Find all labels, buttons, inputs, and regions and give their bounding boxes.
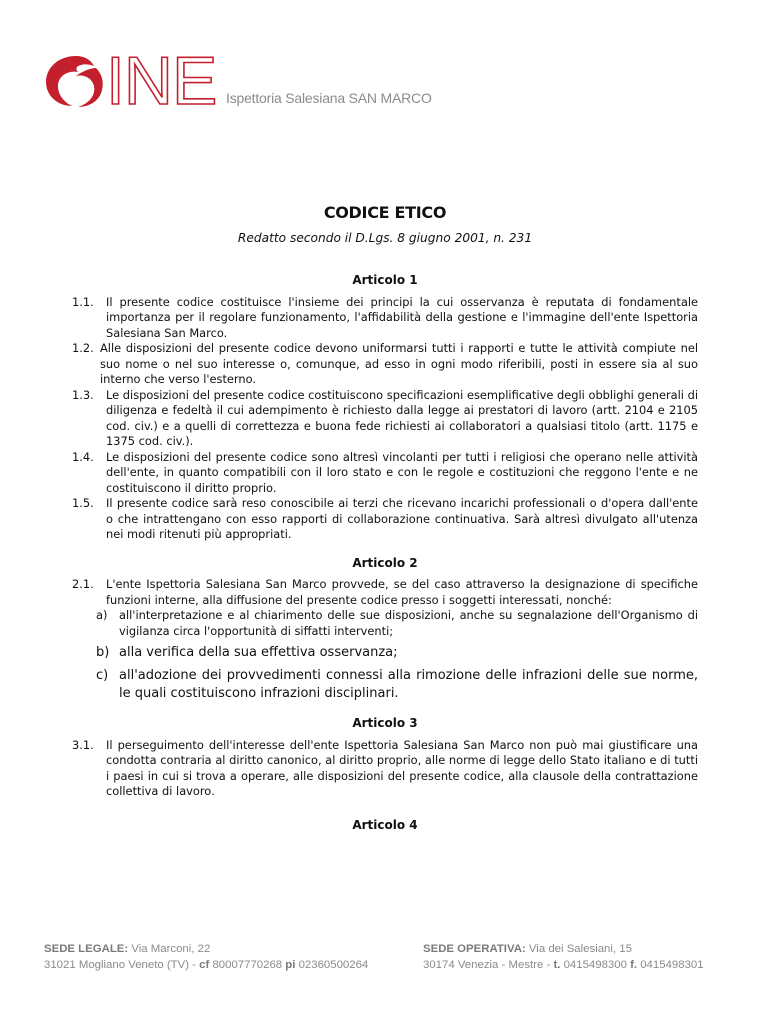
article-heading: Articolo 4 xyxy=(352,817,418,832)
clause-text: Alle disposizioni del presente codice devono uniformarsi tutti i rapporti e tutte le attività compiute nel suo nome o nel suo interesse o, comunque, ad esso in ogni modo riferibili, posti in essere sia al suo interno che verso l'esterno. xyxy=(100,341,698,386)
t-label: t. xyxy=(553,959,561,971)
article-heading: Articolo 1 xyxy=(352,273,418,287)
document-body xyxy=(72,205,698,839)
pi-label: pi xyxy=(285,959,296,971)
op-city: 30174 Venezia - Mestre - xyxy=(423,959,554,971)
list-item xyxy=(96,667,698,703)
legal-label: SEDE LEGALE: xyxy=(44,943,129,955)
clause-number: 1.5. xyxy=(72,496,94,510)
clause xyxy=(72,577,698,608)
article-heading: Articolo 3 xyxy=(352,716,418,730)
footer-operative-address xyxy=(423,941,704,973)
op-address: Via dei Salesiani, 15 xyxy=(525,943,632,955)
list-item-marker: b) xyxy=(96,645,110,660)
clause xyxy=(72,450,698,497)
clause-text: Le disposizioni del presente codice costituiscono specificazioni esemplificative degli obblighi generali di diligenza e fedeltà il cui adempimento è richiesto dalla legge ai prestatori di lavoro (artt. 2104 e 2105 cod. civ.) e a quelli di correttezza e buona fede richiesti ai collaboratori a qualsiasi titolo (artt. 1175 e 1375 cod. civ.). xyxy=(106,387,698,448)
clause xyxy=(72,388,698,450)
list-item-text: alla verifica della sua effettiva osservanza; xyxy=(119,645,398,660)
cf-value: 80007770268 xyxy=(209,959,286,971)
clause xyxy=(72,295,698,342)
clause-text: Il presente codice sarà reso conoscibile ai terzi che ricevano incarichi professionali o d'opera dall'ente o che intrattengano con esso rapporti di collaborazione continuativa. Sarà altresì divulgato all'utenza nei modi ritenuti più appropriati. xyxy=(106,496,698,541)
brand-text: Ispettoria Salesiana SAN MARCO xyxy=(226,90,432,106)
clause-text: Il perseguimento dell'interesse dell'ente Ispettoria Salesiana San Marco non può mai giustificare una condotta contraria al diritto canonico, al diritto proprio, alle norme di legge dello Stato italiano e di tutti i paesi in cui si trova a operare, alle disposizioni del presente codice, alla clausole della contrattazione collettiva di lavoro. xyxy=(106,737,698,798)
letterhead xyxy=(44,50,464,110)
swoosh-emblem-icon xyxy=(46,56,103,107)
document-title: CODICE ETICO xyxy=(323,203,447,222)
f-value: 0415498301 xyxy=(637,959,704,971)
clause-text: Le disposizioni del presente codice sono altresì vincolanti per tutti i religiosi che operano nelle attività dell'ente, in quanto compatibili con il loro stato e con le regole e costituzioni che reggono l'ente e ne costituiscono il diritto proprio. xyxy=(106,449,698,495)
list-item-marker: a) xyxy=(96,608,108,622)
footer-legal-address xyxy=(44,941,368,973)
clause xyxy=(72,496,698,543)
list-item xyxy=(96,644,698,662)
f-label: f. xyxy=(630,959,638,971)
article-2 xyxy=(72,577,698,703)
clause-number: 3.1. xyxy=(72,737,94,752)
clause-number: 1.3. xyxy=(72,387,94,402)
article-3 xyxy=(72,738,698,800)
ine-logo xyxy=(44,50,224,110)
logo-letters: INE xyxy=(106,50,217,110)
list-item-text: all'adozione dei provvedimenti connessi alla rimozione delle infrazioni delle sue norme, le quali costituiscono infrazioni disciplinari. xyxy=(119,668,698,701)
clause-number: 1.2. xyxy=(72,341,94,355)
cf-label: cf xyxy=(199,959,210,971)
clause-number: 2.1. xyxy=(72,577,94,591)
document-subtitle: Redatto secondo il D.Lgs. 8 giugno 2001, n. 231 xyxy=(237,230,533,245)
t-value: 0415498300 xyxy=(560,959,631,971)
list-item-marker: c) xyxy=(96,668,109,683)
clause-text: Il presente codice costituisce l'insieme dei principi la cui osservanza è reputata di fondamentale importanza per il regolare funzionamento, l'affidabilità della gestione e l'immagine dell'ente Ispettoria Salesiana San Marco. xyxy=(106,294,698,340)
clause xyxy=(72,341,698,388)
clause-number: 1.4. xyxy=(72,449,94,464)
pi-value: 02360500264 xyxy=(295,959,369,971)
list-item xyxy=(96,608,698,639)
clause-text: L'ente Ispettoria Salesiana San Marco provvede, se del caso attraverso la designazione di specifiche funzioni interne, alla diffusione del presente codice presso i soggetti interessati, nonché: xyxy=(106,577,698,607)
legal-city: 31021 Mogliano Veneto (TV) - xyxy=(44,959,200,971)
op-label: SEDE OPERATIVA: xyxy=(423,943,526,955)
list-item-text: all'interpretazione e al chiarimento delle sue disposizioni, anche su segnalazione dell'Organismo di vigilanza circa l'opportunità di siffatti interventi; xyxy=(119,608,698,638)
article-1 xyxy=(72,295,698,543)
article-heading: Articolo 2 xyxy=(352,555,418,570)
clause xyxy=(72,738,698,800)
legal-address: Via Marconi, 22 xyxy=(128,943,211,955)
clause-number: 1.1. xyxy=(72,294,94,309)
